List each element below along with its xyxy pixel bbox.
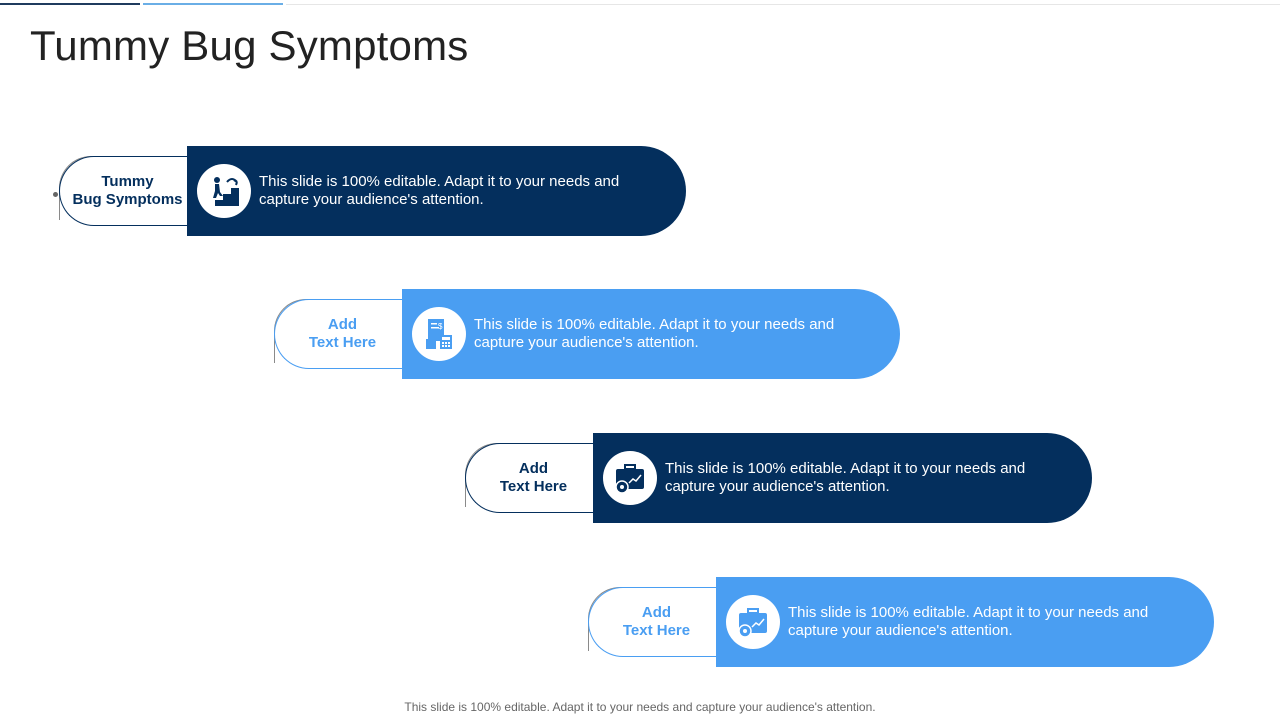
row-label[interactable]: Tummy Bug Symptoms — [59, 156, 187, 226]
briefcase-gear-chart-icon — [613, 461, 647, 495]
slide-title: Tummy Bug Symptoms — [30, 22, 469, 69]
icon-badge — [726, 595, 780, 649]
top-accent-line-dark — [0, 3, 140, 5]
connector-dot — [53, 192, 58, 197]
icon-badge — [603, 451, 657, 505]
content-bar — [402, 289, 900, 379]
svg-text:$: $ — [438, 322, 443, 331]
content-bar — [593, 433, 1092, 523]
row-description: This slide is 100% editable. Adapt it to your needs and capture your audience's attention. — [259, 173, 620, 208]
row-description: This slide is 100% editable. Adapt it to your needs and capture your audience's attention. — [474, 316, 835, 351]
symptom-row-4 — [584, 577, 1224, 667]
row-description: This slide is 100% editable. Adapt it to your needs and capture your audience's attention. — [788, 604, 1149, 639]
financial-report-calculator-icon — [422, 317, 456, 351]
row-label[interactable]: Add Text Here — [588, 587, 716, 657]
row-label[interactable]: Add Text Here — [465, 443, 593, 513]
top-divider-line — [286, 4, 1280, 5]
briefcase-gear-chart-icon — [736, 605, 770, 639]
content-bar — [187, 146, 686, 236]
icon-badge — [197, 164, 251, 218]
top-accent-line-light — [143, 3, 283, 5]
content-bar — [716, 577, 1214, 667]
row-label[interactable]: Add Text Here — [274, 299, 402, 369]
symptom-row-2 — [270, 289, 910, 379]
icon-badge — [412, 307, 466, 361]
person-climbing-stairs-icon — [207, 174, 241, 208]
symptom-row-1 — [55, 146, 695, 236]
slide-footer-note: This slide is 100% editable. Adapt it to your needs and capture your audience's attention. — [404, 700, 876, 714]
row-description: This slide is 100% editable. Adapt it to your needs and capture your audience's attention. — [665, 460, 1026, 495]
symptom-row-3 — [461, 433, 1101, 523]
